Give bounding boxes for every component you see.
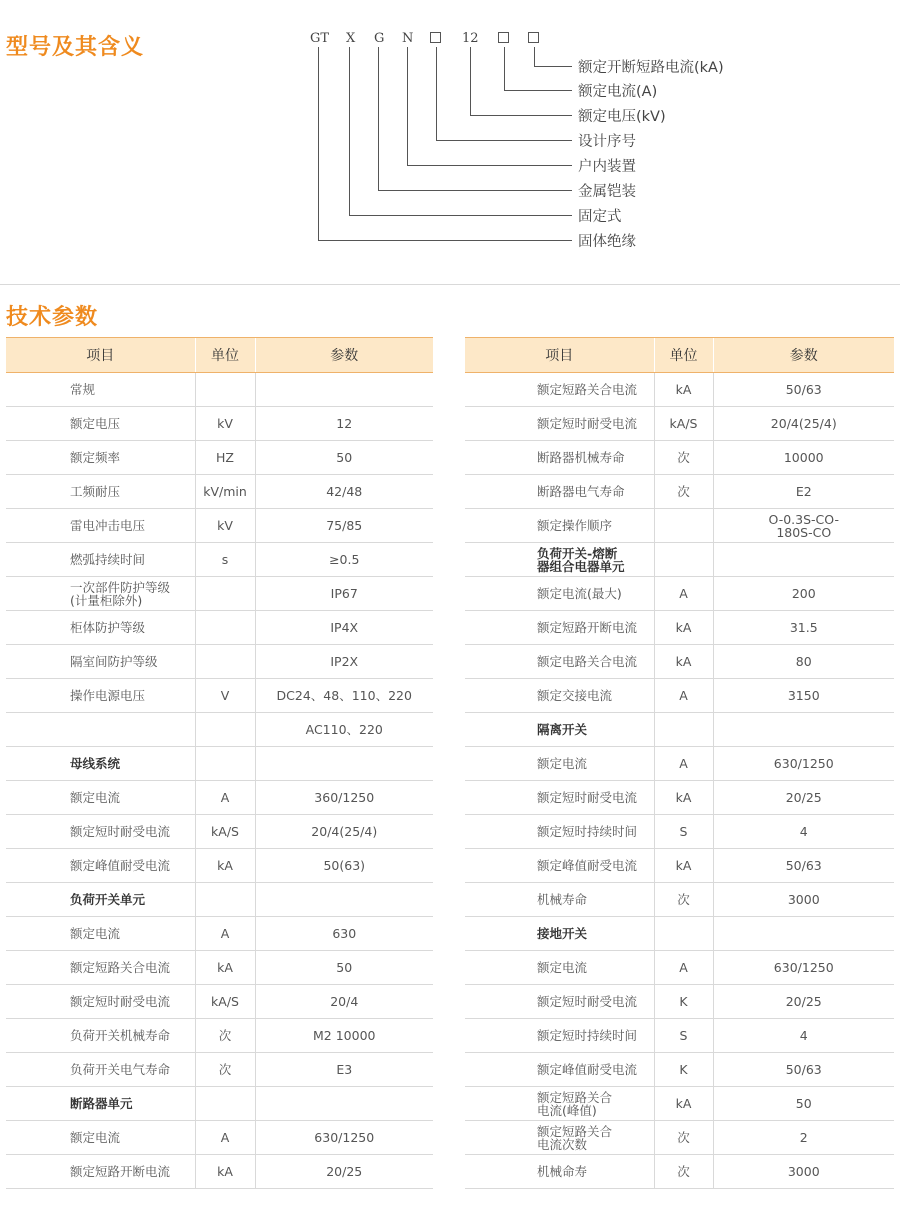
cell-item: 母线系统	[6, 747, 195, 781]
cell-param: 630/1250	[713, 747, 894, 781]
model-label-design-number: 设计序号	[578, 134, 636, 150]
connector-line	[407, 165, 572, 166]
cell-unit: A	[195, 781, 255, 815]
cell-unit: kV	[195, 407, 255, 441]
cell-unit: A	[654, 951, 713, 985]
cell-item: 负荷开关单元	[6, 883, 195, 917]
table-row	[465, 1087, 894, 1121]
cell-unit: kA	[654, 781, 713, 815]
table-row	[6, 917, 433, 951]
cell-param: 200	[713, 577, 894, 611]
cell-unit: kA	[195, 951, 255, 985]
connector-line	[378, 190, 572, 191]
table-row	[6, 849, 433, 883]
cell-item: 额定短时耐受电流	[6, 815, 195, 849]
table-category-row	[465, 917, 894, 951]
cell-item: 柜体防护等级	[6, 611, 195, 645]
cell-item: 额定频率	[6, 441, 195, 475]
cell-param: 3000	[713, 883, 894, 917]
cell-unit: V	[195, 679, 255, 713]
cell-item: 额定电流	[465, 951, 654, 985]
cell-unit: A	[654, 577, 713, 611]
connector-line	[318, 47, 319, 241]
model-label-breaking-current: 额定开断短路电流(kA)	[578, 60, 724, 76]
spec-table-right	[465, 337, 894, 1189]
cell-unit: 次	[654, 883, 713, 917]
cell-param: 4	[713, 1019, 894, 1053]
cell-unit	[195, 713, 255, 747]
cell-item: 额定电流	[6, 1121, 195, 1155]
table-row	[6, 645, 433, 679]
table-row	[465, 679, 894, 713]
section-title-model: 型号及其含义	[6, 35, 145, 60]
connector-line	[504, 90, 572, 91]
cell-unit: kA	[654, 645, 713, 679]
model-label-rated-voltage: 额定电压(kV)	[578, 109, 666, 125]
cell-param: 50/63	[713, 1053, 894, 1087]
cell-item: 额定短时持续时间	[465, 815, 654, 849]
cell-item: 断路器机械寿命	[465, 441, 654, 475]
cell-item: 断路器电气寿命	[465, 475, 654, 509]
connector-line	[349, 47, 350, 216]
cell-unit: 次	[654, 1155, 713, 1189]
table-row	[465, 883, 894, 917]
cell-unit: A	[654, 747, 713, 781]
cell-param: 75/85	[255, 509, 433, 543]
cell-param: 31.5	[713, 611, 894, 645]
cell-param: 20/4	[255, 985, 433, 1019]
cell-item: 一次部件防护等级 (计量柜除外)	[6, 577, 195, 611]
model-code-gt: GT	[310, 31, 330, 46]
cell-unit: 次	[195, 1019, 255, 1053]
table-row	[465, 373, 894, 407]
model-blank-box-current	[498, 32, 509, 43]
cell-param: 50	[255, 441, 433, 475]
cell-param: 2	[713, 1121, 894, 1155]
cell-param	[255, 883, 433, 917]
connector-line	[349, 215, 572, 216]
cell-unit	[195, 611, 255, 645]
cell-unit: S	[654, 1019, 713, 1053]
table-row	[6, 713, 433, 747]
cell-unit: kA	[654, 611, 713, 645]
cell-param: 20/25	[713, 985, 894, 1019]
cell-unit: 次	[654, 1121, 713, 1155]
cell-unit: A	[195, 917, 255, 951]
cell-param	[713, 917, 894, 951]
table-row	[465, 1155, 894, 1189]
connector-line	[436, 140, 572, 141]
cell-item	[6, 713, 195, 747]
cell-item: 额定短时耐受电流	[465, 985, 654, 1019]
cell-unit: kA	[654, 1087, 713, 1121]
cell-item: 额定电流	[465, 747, 654, 781]
table-row	[6, 781, 433, 815]
connector-line	[407, 47, 408, 166]
model-blank-box-breaking	[528, 32, 539, 43]
cell-unit: kV	[195, 509, 255, 543]
table-row	[465, 951, 894, 985]
cell-param: 10000	[713, 441, 894, 475]
table-row	[465, 611, 894, 645]
table-row	[465, 849, 894, 883]
model-code-g: G	[374, 31, 385, 46]
model-label-indoor: 户内装置	[578, 159, 636, 175]
cell-param: 50/63	[713, 373, 894, 407]
table-row	[6, 1053, 433, 1087]
cell-item: 额定短路开断电流	[465, 611, 654, 645]
table-row	[465, 407, 894, 441]
cell-item: 接地开关	[465, 917, 654, 951]
connector-line	[318, 240, 572, 241]
table-row	[465, 747, 894, 781]
cell-unit: 次	[195, 1053, 255, 1087]
cell-param: IP2X	[255, 645, 433, 679]
cell-unit: K	[654, 985, 713, 1019]
cell-unit: kA	[195, 1155, 255, 1189]
cell-item: 雷电冲击电压	[6, 509, 195, 543]
cell-unit	[195, 1087, 255, 1121]
cell-unit: S	[654, 815, 713, 849]
model-blank-box-design	[430, 32, 441, 43]
cell-param	[255, 747, 433, 781]
cell-item: 额定电压	[6, 407, 195, 441]
cell-item: 额定短时持续时间	[465, 1019, 654, 1053]
cell-param: 20/4(25/4)	[255, 815, 433, 849]
cell-param	[255, 373, 433, 407]
table-row	[465, 475, 894, 509]
table-row	[6, 1155, 433, 1189]
model-label-solid-insulation: 固体绝缘	[578, 234, 636, 250]
cell-item: 断路器单元	[6, 1087, 195, 1121]
cell-param: 50	[255, 951, 433, 985]
table-row	[465, 441, 894, 475]
cell-param: 80	[713, 645, 894, 679]
cell-param: 630/1250	[255, 1121, 433, 1155]
cell-param: 20/25	[713, 781, 894, 815]
cell-item: 机械命寿	[465, 1155, 654, 1189]
cell-unit: A	[654, 679, 713, 713]
table-header-row	[465, 338, 894, 373]
cell-unit	[654, 713, 713, 747]
cell-unit: kA	[195, 849, 255, 883]
table-row	[6, 951, 433, 985]
section-title-tech: 技术参数	[6, 305, 99, 330]
cell-param: 50(63)	[255, 849, 433, 883]
table-category-row	[465, 713, 894, 747]
table-row	[6, 577, 433, 611]
cell-param: DC24、48、110、220	[255, 679, 433, 713]
cell-param: 50/63	[713, 849, 894, 883]
table-row	[6, 373, 433, 407]
connector-line	[378, 47, 379, 191]
table-row	[6, 985, 433, 1019]
connector-line	[504, 47, 505, 91]
cell-unit	[195, 645, 255, 679]
cell-param: 12	[255, 407, 433, 441]
table-row	[465, 1121, 894, 1155]
cell-unit: HZ	[195, 441, 255, 475]
cell-item: 额定短路关合 电流次数	[465, 1121, 654, 1155]
connector-line	[534, 47, 535, 67]
cell-unit: A	[195, 1121, 255, 1155]
cell-param: E2	[713, 475, 894, 509]
cell-param	[713, 543, 894, 577]
table-row	[6, 815, 433, 849]
header-param: 参数	[255, 338, 433, 373]
cell-param	[713, 713, 894, 747]
header-item: 项目	[465, 338, 654, 373]
connector-line	[470, 47, 471, 116]
cell-item: 额定短路开断电流	[6, 1155, 195, 1189]
header-unit: 单位	[195, 338, 255, 373]
table-row	[6, 1019, 433, 1053]
model-label-rated-current: 额定电流(A)	[578, 84, 658, 100]
cell-item: 额定电流(最大)	[465, 577, 654, 611]
cell-unit: 次	[654, 475, 713, 509]
header-param: 参数	[713, 338, 894, 373]
model-code-n: N	[402, 31, 414, 46]
table-row	[465, 815, 894, 849]
cell-item: 额定短时耐受电流	[465, 781, 654, 815]
cell-item: 额定操作顺序	[465, 509, 654, 543]
connector-line	[534, 66, 572, 67]
cell-param: 3150	[713, 679, 894, 713]
table-row	[6, 475, 433, 509]
spec-table-left	[6, 337, 433, 1189]
cell-item: 额定短路关合电流	[465, 373, 654, 407]
cell-item: 隔室间防护等级	[6, 645, 195, 679]
cell-item: 隔离开关	[465, 713, 654, 747]
cell-param: IP67	[255, 577, 433, 611]
cell-item: 燃弧持续时间	[6, 543, 195, 577]
cell-item: 机械寿命	[465, 883, 654, 917]
cell-item: 额定短时耐受电流	[465, 407, 654, 441]
connector-line	[436, 47, 437, 141]
cell-unit	[654, 509, 713, 543]
cell-item: 常规	[6, 373, 195, 407]
table-row	[6, 1121, 433, 1155]
table-row	[465, 985, 894, 1019]
cell-item: 负荷开关-熔断 器组合电器单元	[465, 543, 654, 577]
model-label-fixed: 固定式	[578, 209, 622, 225]
cell-item: 额定峰值耐受电流	[465, 1053, 654, 1087]
cell-unit: 次	[654, 441, 713, 475]
model-code-x: X	[346, 31, 356, 46]
cell-unit	[195, 883, 255, 917]
cell-param: 20/25	[255, 1155, 433, 1189]
model-label-metal-clad: 金属铠装	[578, 184, 636, 200]
table-row	[6, 679, 433, 713]
cell-item: 额定电路关合电流	[465, 645, 654, 679]
table-category-row	[6, 1087, 433, 1121]
cell-item: 额定电流	[6, 917, 195, 951]
cell-item: 额定短路关合 电流(峰值)	[465, 1087, 654, 1121]
table-row	[465, 1053, 894, 1087]
table-row	[465, 645, 894, 679]
cell-unit: kV/min	[195, 475, 255, 509]
cell-param: M2 10000	[255, 1019, 433, 1053]
header-unit: 单位	[654, 338, 713, 373]
cell-unit: kA	[654, 849, 713, 883]
cell-item: 操作电源电压	[6, 679, 195, 713]
cell-param: AC110、220	[255, 713, 433, 747]
cell-unit	[195, 577, 255, 611]
cell-param: E3	[255, 1053, 433, 1087]
header-item: 项目	[6, 338, 195, 373]
cell-item: 负荷开关机械寿命	[6, 1019, 195, 1053]
cell-unit: s	[195, 543, 255, 577]
cell-param: ≥0.5	[255, 543, 433, 577]
cell-param: 42/48	[255, 475, 433, 509]
cell-item: 工频耐压	[6, 475, 195, 509]
cell-param: 20/4(25/4)	[713, 407, 894, 441]
table-row	[6, 611, 433, 645]
cell-param: 50	[713, 1087, 894, 1121]
cell-unit	[195, 373, 255, 407]
table-category-row	[465, 543, 894, 577]
cell-item: 额定峰值耐受电流	[465, 849, 654, 883]
table-row	[465, 781, 894, 815]
table-row	[6, 441, 433, 475]
table-row	[465, 577, 894, 611]
cell-item: 额定短路关合电流	[6, 951, 195, 985]
cell-unit: kA/S	[654, 407, 713, 441]
cell-param: 3000	[713, 1155, 894, 1189]
cell-param: 630	[255, 917, 433, 951]
table-category-row	[6, 883, 433, 917]
cell-unit: kA	[654, 373, 713, 407]
table-row	[6, 407, 433, 441]
connector-line	[470, 115, 572, 116]
table-row	[6, 543, 433, 577]
cell-param: O-0.3S-CO- 180S-CO	[713, 509, 894, 543]
cell-param: IP4X	[255, 611, 433, 645]
cell-unit	[654, 917, 713, 951]
cell-param: 630/1250	[713, 951, 894, 985]
cell-unit	[195, 747, 255, 781]
table-row	[465, 509, 894, 543]
section-divider	[0, 284, 900, 285]
model-code-12: 12	[462, 31, 479, 46]
cell-param: 4	[713, 815, 894, 849]
cell-unit	[654, 543, 713, 577]
cell-unit: kA/S	[195, 815, 255, 849]
cell-item: 额定峰值耐受电流	[6, 849, 195, 883]
cell-item: 额定电流	[6, 781, 195, 815]
cell-item: 额定交接电流	[465, 679, 654, 713]
cell-param: 360/1250	[255, 781, 433, 815]
table-row	[465, 1019, 894, 1053]
cell-item: 负荷开关电气寿命	[6, 1053, 195, 1087]
table-row	[6, 509, 433, 543]
cell-unit: kA/S	[195, 985, 255, 1019]
cell-unit: K	[654, 1053, 713, 1087]
table-header-row	[6, 338, 433, 373]
cell-item: 额定短时耐受电流	[6, 985, 195, 1019]
cell-param	[255, 1087, 433, 1121]
table-category-row	[6, 747, 433, 781]
